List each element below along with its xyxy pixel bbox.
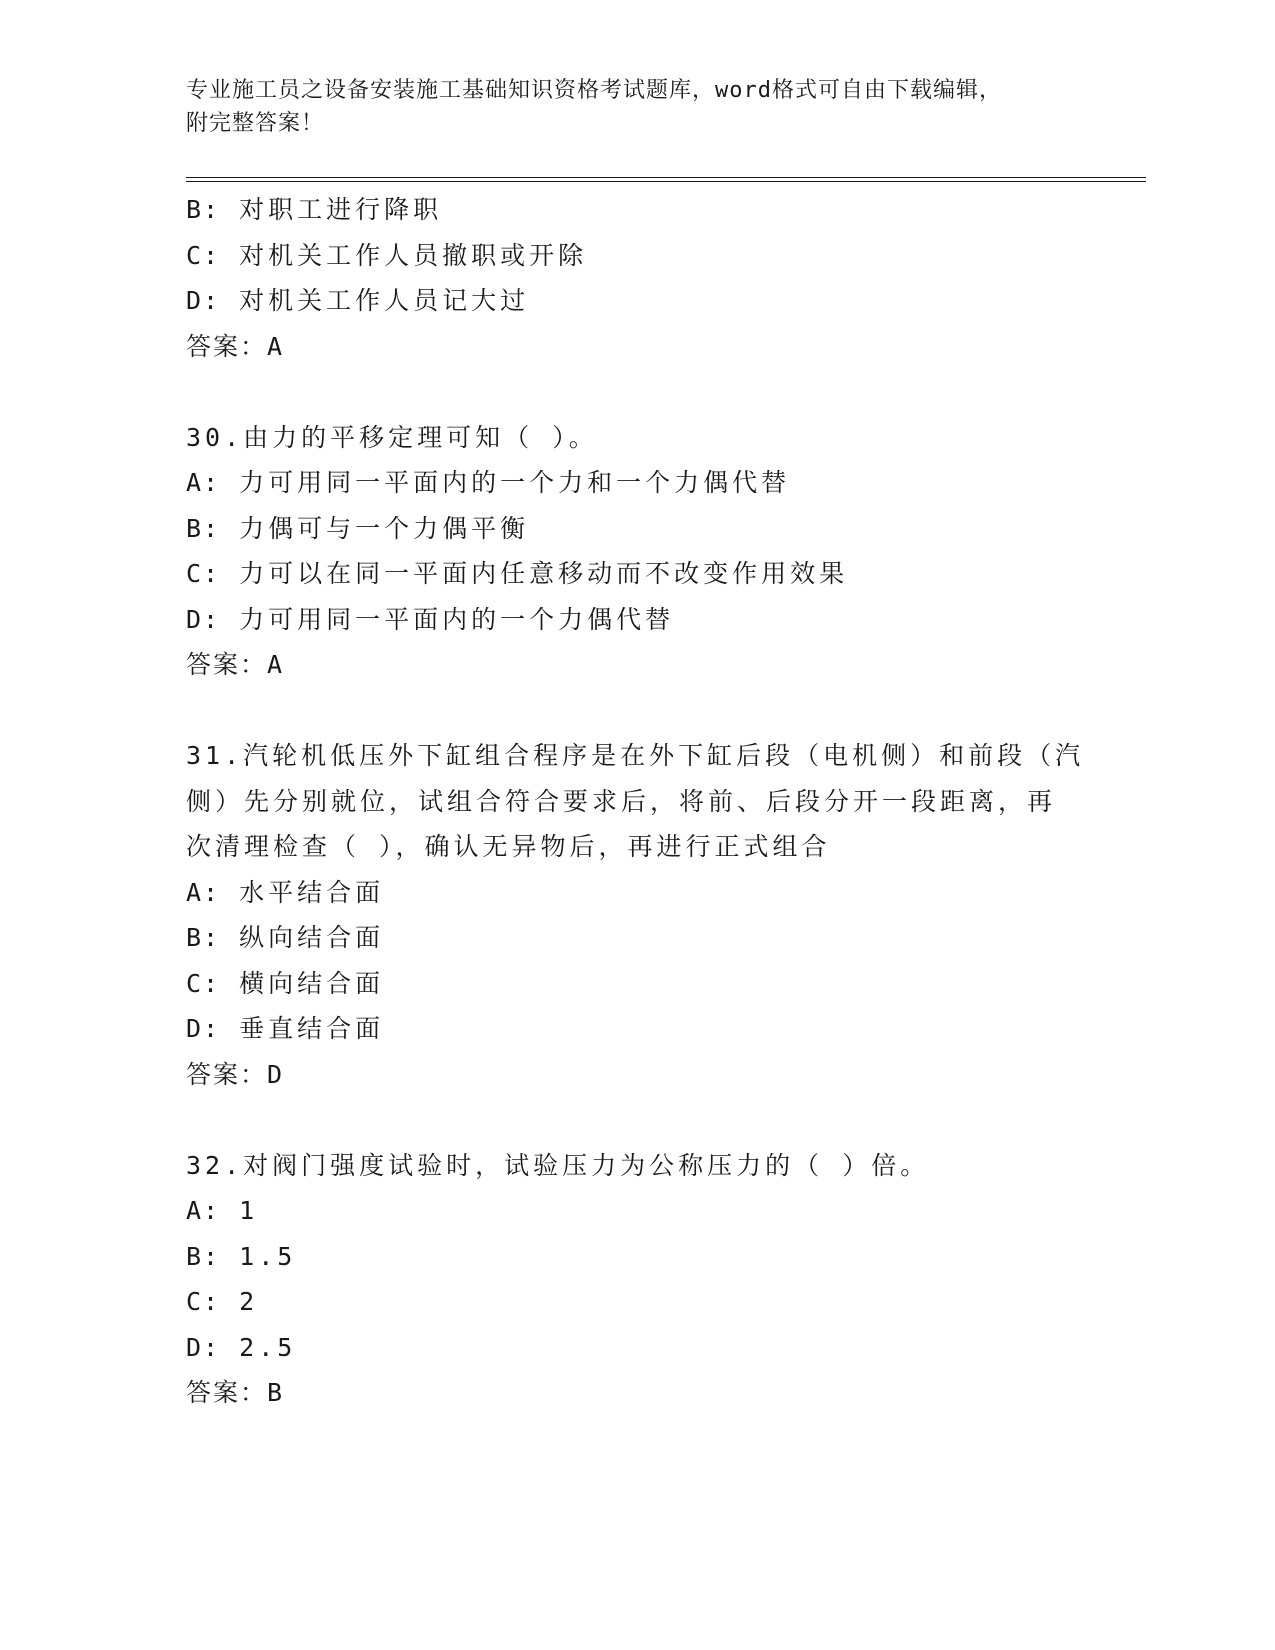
- option-label: C:: [186, 968, 221, 998]
- question-text: 32.对阀门强度试验时，试验压力为公称压力的（ ）倍。: [186, 1150, 930, 1180]
- option-label: D:: [186, 1014, 221, 1043]
- option-text: 1: [239, 1196, 259, 1225]
- option-text: 水平结合面: [239, 877, 385, 907]
- spacer: [186, 688, 1086, 734]
- partial-question: [186, 187, 1086, 369]
- option-d: [186, 1006, 1086, 1052]
- option-b: [186, 506, 1086, 552]
- option-c: [186, 961, 1086, 1007]
- option-b: [186, 1234, 1086, 1280]
- question-text: 31.汽轮机低压外下缸组合程序是在外下缸后段（电机侧）和前段（汽: [186, 741, 1085, 770]
- option-c: [186, 1279, 1086, 1325]
- option-label: D:: [186, 1332, 221, 1362]
- option-text: 纵向结合面: [239, 923, 385, 952]
- option-text: 对职工进行降职: [239, 195, 443, 224]
- option-text: 2.5: [239, 1332, 297, 1362]
- option-label: A:: [186, 468, 221, 497]
- option-text: 对机关工作人员记大过: [239, 286, 530, 315]
- option-text: 力可用同一平面内的一个力和一个力偶代替: [239, 468, 791, 497]
- option-label: A:: [186, 1196, 221, 1225]
- option-label: B:: [186, 1241, 221, 1271]
- option-b: [186, 187, 1086, 233]
- question-31: [186, 733, 1086, 1097]
- option-d: [186, 278, 1086, 324]
- question-30: [186, 415, 1086, 688]
- spacer: [186, 1097, 1086, 1143]
- option-label: C:: [186, 1287, 221, 1316]
- option-label: D:: [186, 286, 221, 315]
- header-line-1: 专业施工员之设备安装施工基础知识资格考试题库，word格式可自由下载编辑，: [186, 78, 1002, 103]
- spacer: [186, 369, 1086, 415]
- header-divider: [186, 177, 1146, 182]
- header-line-2: 附完整答案！: [186, 111, 325, 136]
- answer-line: 答案：A: [186, 650, 285, 679]
- option-text: 力偶可与一个力偶平衡: [239, 513, 530, 543]
- option-label: B:: [186, 513, 221, 543]
- document-header: [186, 74, 1066, 140]
- answer-line: 答案：D: [186, 1059, 285, 1089]
- option-text: 垂直结合面: [239, 1014, 385, 1043]
- option-label: B:: [186, 923, 221, 952]
- option-label: C:: [186, 559, 221, 588]
- option-text: 对机关工作人员撤职或开除: [239, 240, 588, 270]
- answer-line: 答案：B: [186, 1378, 285, 1407]
- option-label: A:: [186, 877, 221, 907]
- question-text: 30.由力的平移定理可知（ ）。: [186, 422, 598, 452]
- question-32: [186, 1143, 1086, 1416]
- option-d: [186, 597, 1086, 643]
- option-text: 横向结合面: [239, 968, 385, 998]
- option-text: 2: [239, 1287, 259, 1316]
- option-label: D:: [186, 604, 221, 634]
- question-list: [186, 187, 1086, 1416]
- option-label: C:: [186, 240, 221, 270]
- option-text: 1.5: [239, 1241, 297, 1271]
- option-d: [186, 1325, 1086, 1371]
- option-text: 力可以在同一平面内任意移动而不改变作用效果: [239, 559, 849, 588]
- question-text: 次清理检查（ ），确认无异物后，再进行正式组合: [186, 832, 831, 861]
- option-b: [186, 915, 1086, 961]
- answer-line: 答案：A: [186, 331, 285, 361]
- option-a: [186, 460, 1086, 506]
- option-c: [186, 551, 1086, 597]
- option-a: [186, 870, 1086, 916]
- option-a: [186, 1188, 1086, 1234]
- option-text: 力可用同一平面内的一个力偶代替: [239, 604, 675, 634]
- question-text: 侧）先分别就位，试组合符合要求后，将前、后段分开一段距离，再: [186, 786, 1057, 816]
- option-label: B:: [186, 195, 221, 224]
- option-c: [186, 233, 1086, 279]
